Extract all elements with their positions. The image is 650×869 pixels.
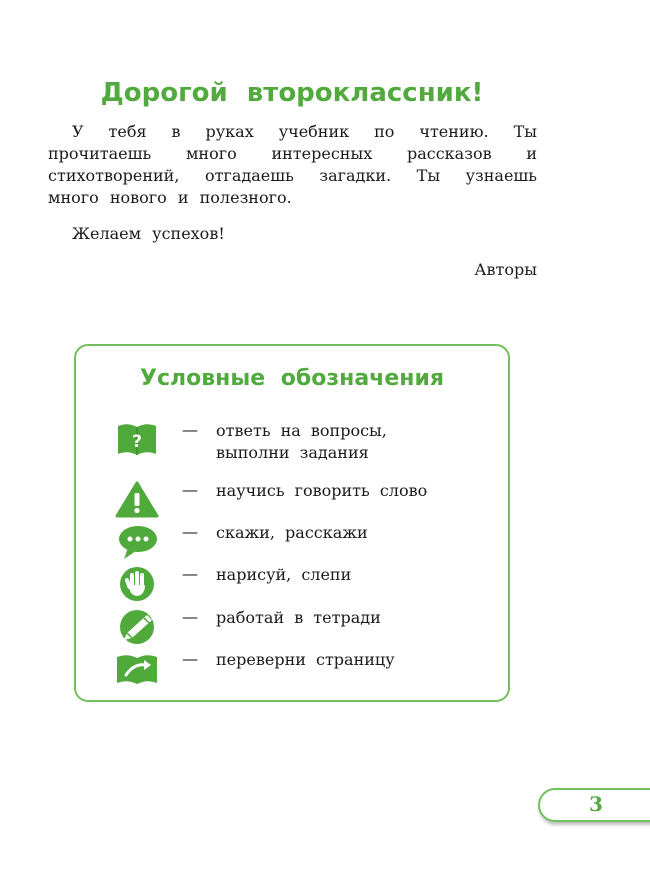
legend-dash: — bbox=[182, 420, 198, 439]
legend-item-word bbox=[114, 480, 494, 520]
legend-desc-line: ответь на вопросы, bbox=[216, 421, 387, 440]
legend-box bbox=[74, 344, 510, 702]
legend-dash: — bbox=[182, 522, 198, 541]
legend-item-speak bbox=[114, 522, 494, 562]
wish-text: Желаем успехов! bbox=[72, 224, 225, 243]
speech-bubble-icon bbox=[114, 522, 160, 562]
legend-desc-line: выполни задания bbox=[216, 443, 369, 462]
legend-dash: — bbox=[182, 480, 198, 499]
legend-item-draw bbox=[114, 564, 494, 604]
hand-icon bbox=[114, 564, 160, 604]
legend-item-notebook bbox=[114, 607, 494, 647]
legend-item-turn bbox=[114, 649, 494, 689]
legend-desc: нарисуй, слепи bbox=[216, 565, 352, 584]
legend-dash: — bbox=[182, 649, 198, 668]
legend-desc: научись говорить слово bbox=[216, 481, 428, 500]
legend-desc: переверни страницу bbox=[216, 650, 395, 669]
warning-triangle-icon bbox=[114, 480, 160, 520]
legend-dash: — bbox=[182, 564, 198, 583]
pen-icon bbox=[114, 607, 160, 647]
legend-desc: скажи, расскажи bbox=[216, 523, 368, 542]
book-question-icon bbox=[114, 420, 160, 460]
authors-signature: Авторы bbox=[474, 260, 537, 279]
page-number-tab bbox=[538, 788, 650, 822]
page-title: Дорогой второклассник! bbox=[100, 78, 484, 108]
svg-text:?: ? bbox=[132, 432, 142, 452]
page-number: 3 bbox=[589, 792, 603, 816]
legend-title: Условные обозначения bbox=[139, 366, 444, 391]
legend-desc bbox=[216, 420, 496, 464]
legend-dash: — bbox=[182, 607, 198, 626]
legend-desc: работай в тетради bbox=[216, 608, 381, 627]
intro-paragraph: У тебя в руках учебник по чтению. Ты прочитаешь много интересных рассказов и стихотворений, отгадаешь загадки. Ты узнаешь много нового и полезного. bbox=[48, 122, 537, 207]
turn-page-icon bbox=[114, 649, 160, 689]
legend-item-questions bbox=[114, 420, 494, 468]
